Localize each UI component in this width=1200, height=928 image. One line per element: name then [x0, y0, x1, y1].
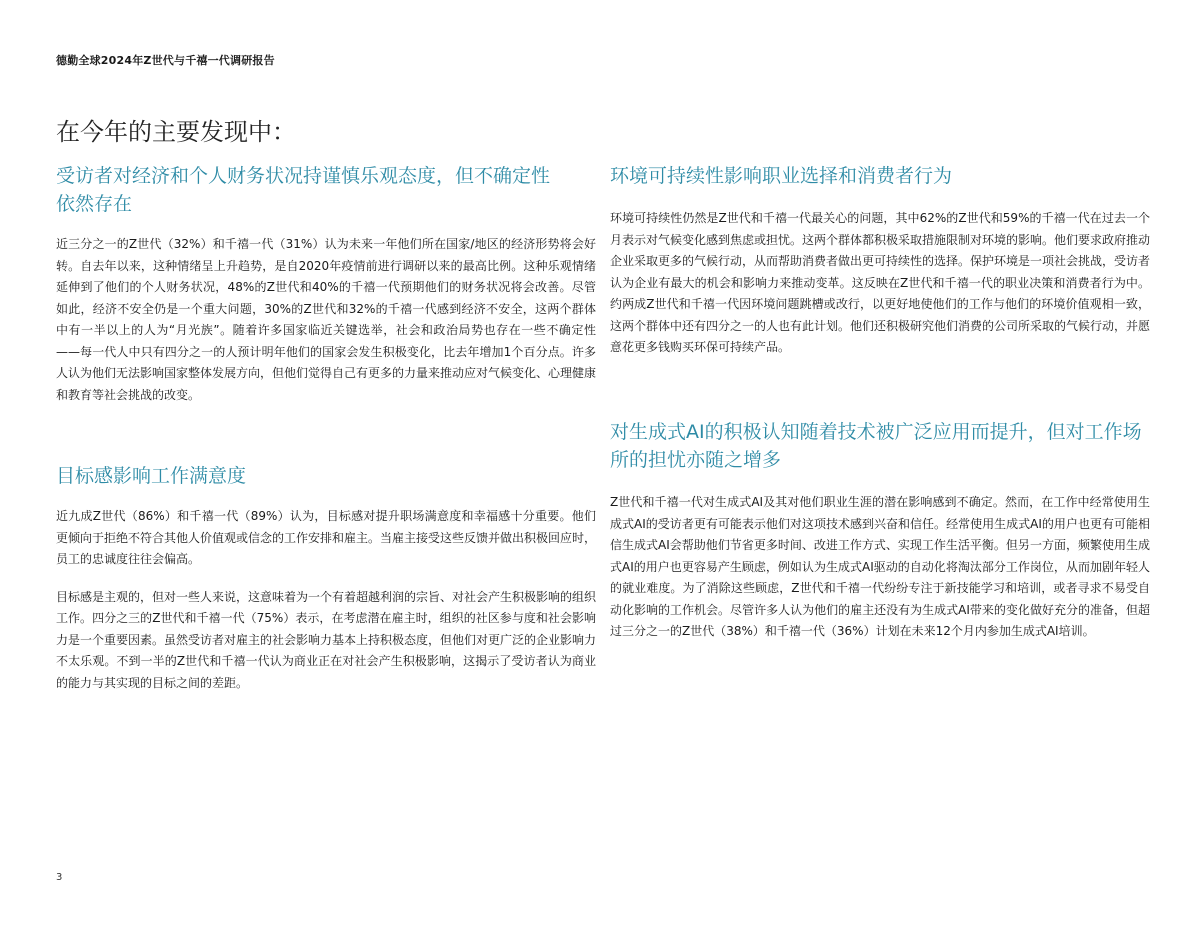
section-heading-economy: 受访者对经济和个人财务状况持谨慎乐观态度，但不确定性依然存在	[56, 165, 551, 215]
section-genai	[610, 418, 1150, 643]
section-paragraph-economy-1: 近三分之一的Z世代（32%）和千禧一代（31%）认为未来一年他们所在国家/地区的经济形势将会好转。自去年以来，这种情绪呈上升趋势，是自2020年疫情前进行调研以来的最高比例。这种乐观情绪延伸到了他们的个人财务状况，48%的Z世代和40%的千禧一代预期他们的财务状况将会改善。尽管如此，经济不安全仍是一个重大问题，30%的Z世代和32%的千禧一代感到经济不安全，这两个群体中有一半以上的人为“月光族”。随着许多国家临近关键选举，社会和政治局势也存在一些不确定性——每一代人中只有四分之一的人预计明年他们的国家会发生积极变化，比去年增加1个百分点。许多人认为他们无法影响国家整体发展方向，但他们觉得自己有更多的力量来推动应对气候变化、心理健康和教育等社会挑战的改变。	[56, 237, 597, 402]
section-paragraph-genai-1: Z世代和千禧一代对生成式AI及其对他们职业生涯的潜在影响感到不确定。然而，在工作中经常使用生成式AI的受访者更有可能表示他们对这项技术感到兴奋和信任。经常使用生成式AI的用户也更有可能相信生成式AI会帮助他们节省更多时间、改进工作方式、实现工作生活平衡。但另一方面，频繁使用生成式AI的用户也更容易产生顾虑，例如认为生成式AI驱动的自动化将淘汰部分工作岗位，从而加剧年轻人的就业难度。为了消除这些顾虑，Z世代和千禧一代纷纷专注于新技能学习和培训，或者寻求不易受自动化影响的工作机会。尽管许多人认为他们的雇主还没有为生成式AI带来的变化做好充分的准备，但超过三分之一的Z世代（38%）和千禧一代（36%）计划在未来12个月内参加生成式AI培训。	[610, 495, 1150, 638]
page-number: 3	[56, 872, 63, 883]
section-sustainability	[610, 162, 1150, 359]
section-paragraph-purpose-1: 近九成Z世代（86%）和千禧一代（89%）认为，目标感对提升职场满意度和幸福感十分重要。他们更倾向于拒绝不符合其他人价值观或信念的工作安排和雇主。当雇主接受这些反馈并做出积极回应时，员工的忠诚度往往会偏高。	[56, 509, 597, 566]
section-purpose	[56, 462, 596, 694]
section-heading-genai: 对生成式AI的积极认知随着技术被广泛应用而提升，但对工作场所的担忧亦随之增多	[610, 421, 1142, 471]
report-header: 德勤全球2024年Z世代与千禧一代调研报告	[56, 54, 275, 67]
section-paragraph-purpose-2: 目标感是主观的，但对一些人来说，这意味着为一个有着超越利润的宗旨、对社会产生积极影响的组织工作。四分之三的Z世代和千禧一代（75%）表示，在考虑潜在雇主时，组织的社区参与度和社会影响力是一个重要因素。虽然受访者对雇主的社会影响力基本上持积极态度，但他们对更广泛的企业影响力不太乐观。不到一半的Z世代和千禧一代认为商业正在对社会产生积极影响，这揭示了受访者认为商业的能力与其实现的目标之间的差距。	[56, 589, 597, 690]
page-title: 在今年的主要发现中：	[56, 118, 296, 146]
section-economy	[56, 162, 596, 406]
section-paragraph-sustainability-1: 环境可持续性仍然是Z世代和千禧一代最关心的问题，其中62%的Z世代和59%的千禧一代在过去一个月表示对气候变化感到焦虑或担忧。这两个群体都积极采取措施限制对环境的影响。他们要求政府推动企业采取更多的气候行动，从而帮助消费者做出更可持续性的选择。保护环境是一项社会挑战，受访者认为企业有最大的机会和影响力来推动变革。这反映在Z世代和千禧一代的职业决策和消费者行为中。约两成Z世代和千禧一代因环境问题跳槽或改行，以更好地使他们的工作与他们的环境价值观相一致，这两个群体中还有四分之一的人也有此计划。他们还积极研究他们消费的公司所采取的气候行动，并愿意花更多钱购买环保可持续产品。	[610, 211, 1151, 354]
section-heading-sustainability: 环境可持续性影响职业选择和消费者行为	[610, 165, 953, 187]
section-heading-purpose: 目标感影响工作满意度	[56, 465, 247, 487]
